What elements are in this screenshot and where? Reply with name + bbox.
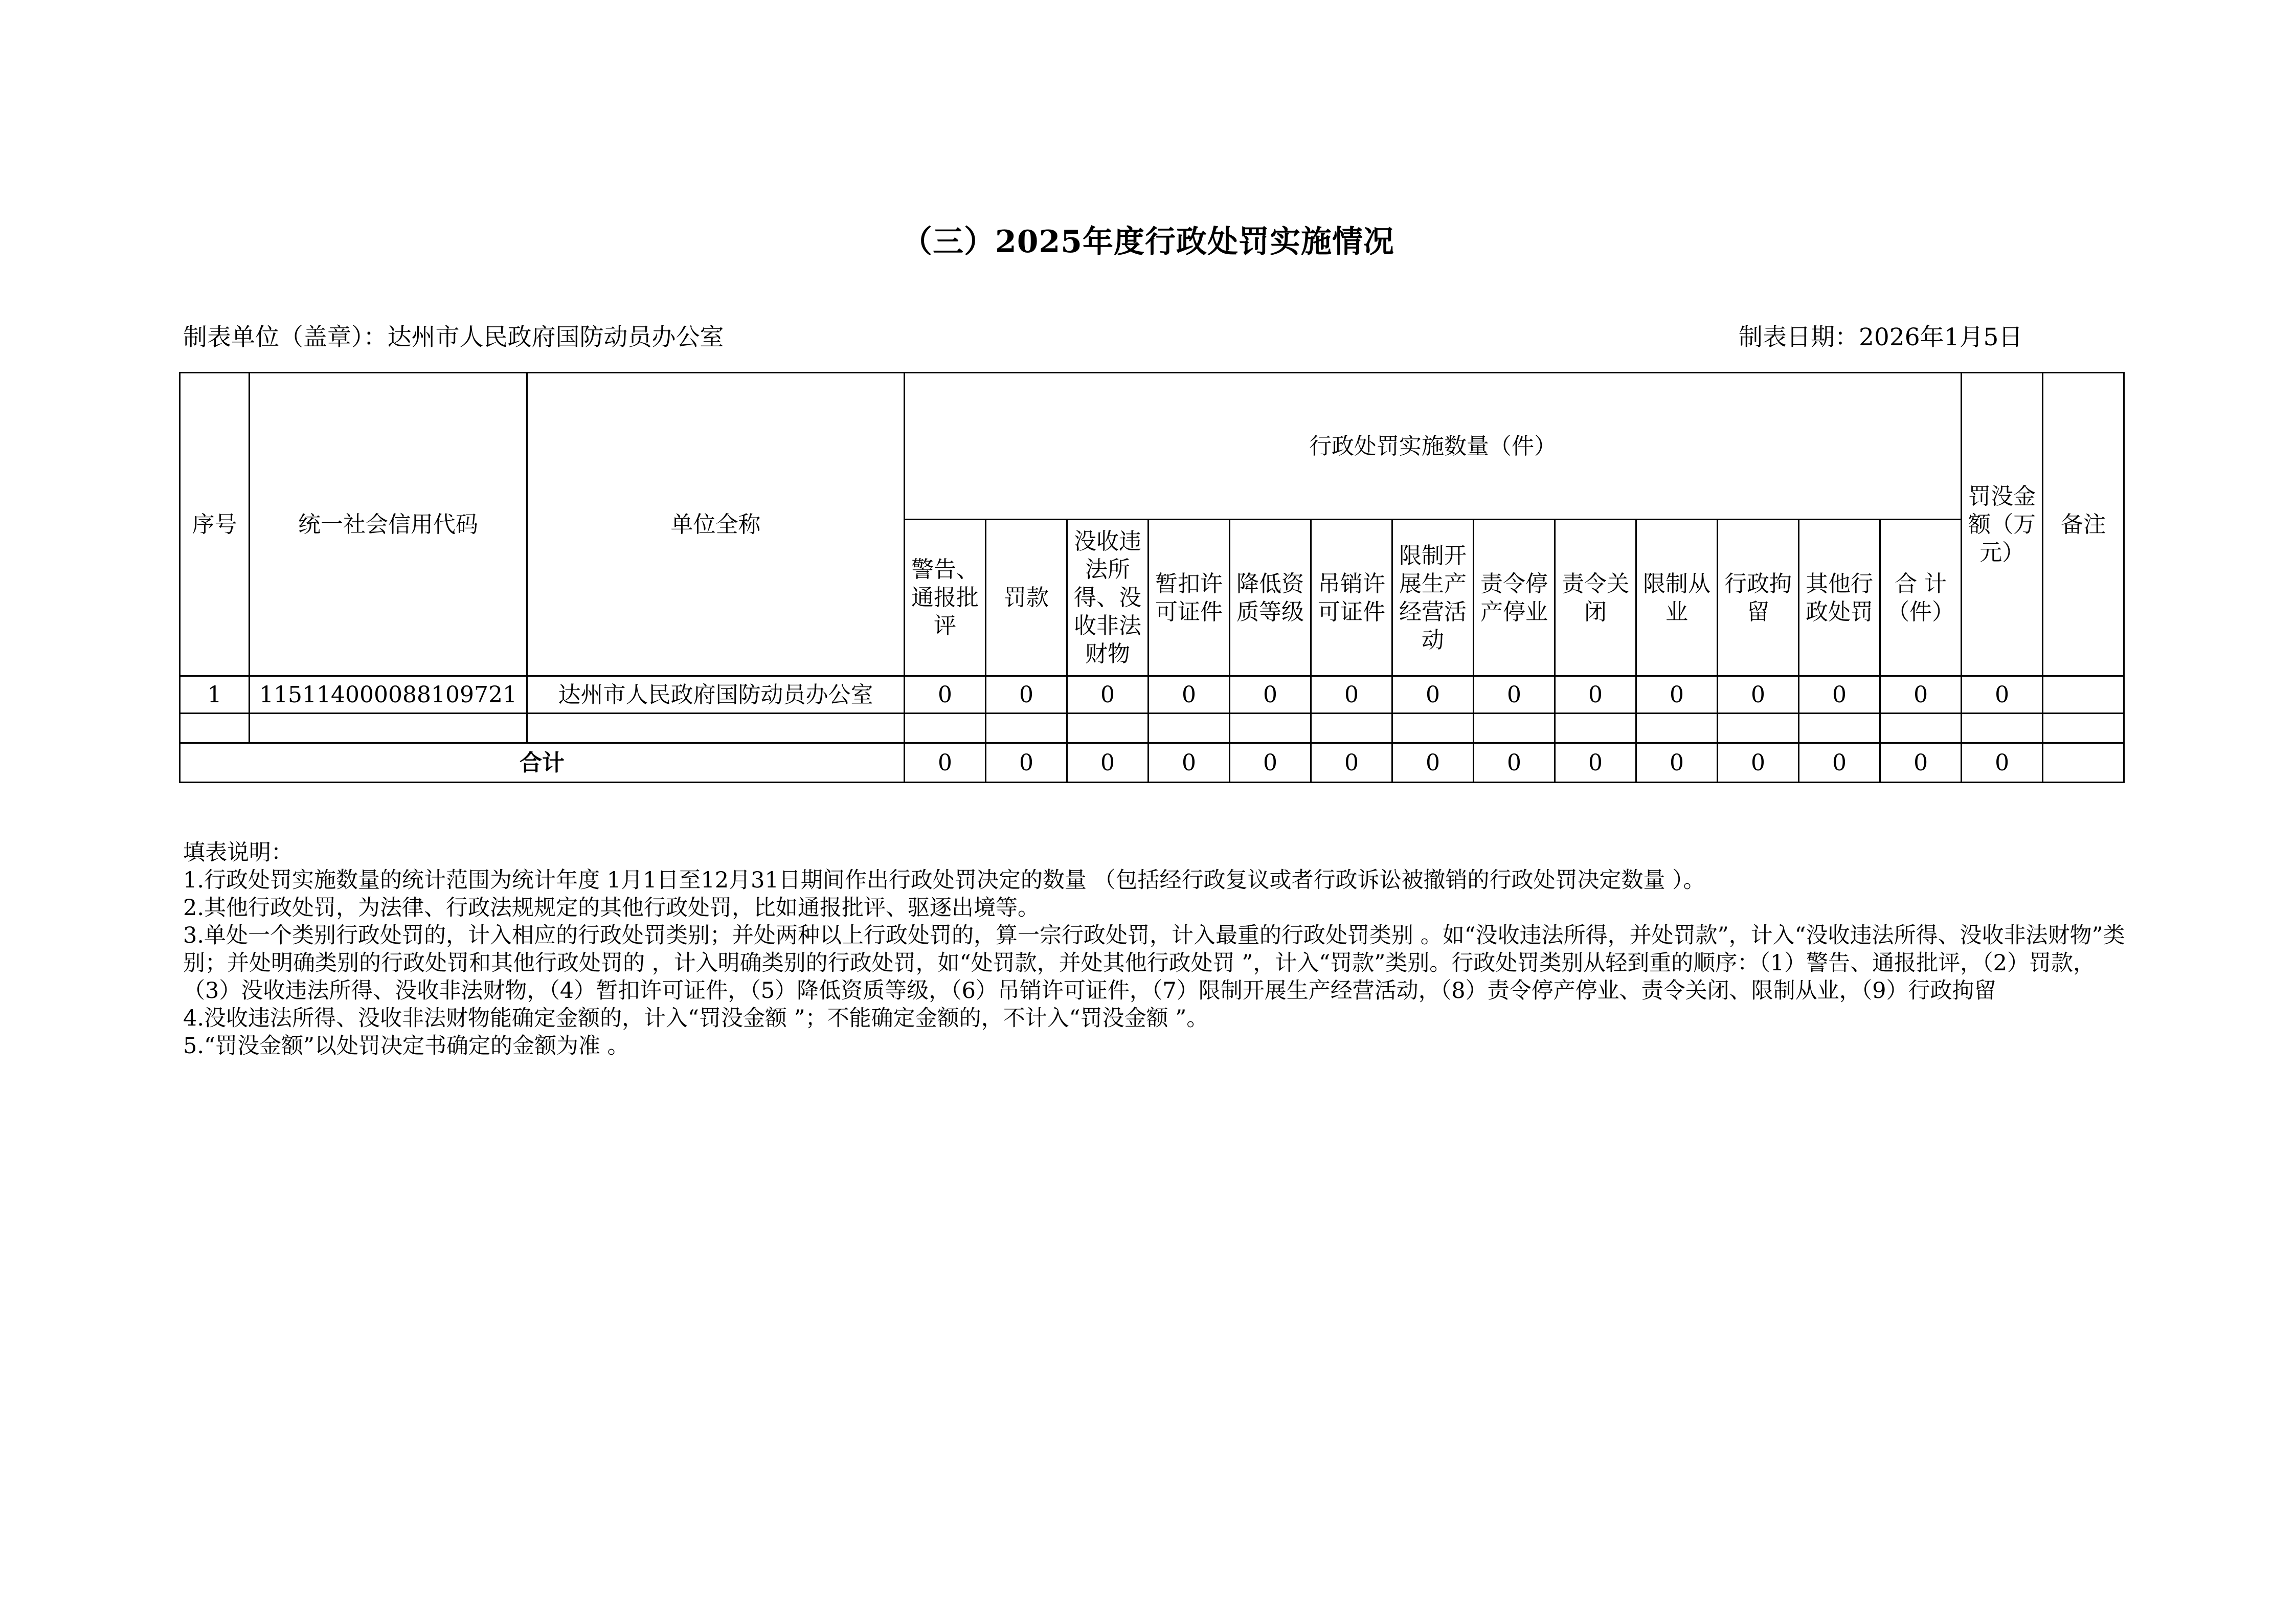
empty-cell (2043, 714, 2124, 743)
fill-instructions (183, 839, 2126, 1060)
total-row (180, 743, 2124, 783)
header-confiscation: 没收违法所得、没收非法财物 (1067, 520, 1149, 676)
header-qualification-downgrade: 降低资质等级 (1230, 520, 1311, 676)
empty-cell (905, 714, 986, 743)
total-confiscation: 0 (1067, 743, 1149, 783)
empty-cell (1311, 714, 1392, 743)
cell-production-halt: 0 (1474, 676, 1555, 714)
header-count-total: 合 计（件） (1880, 520, 1962, 676)
empty-cell (1149, 714, 1230, 743)
cell-license-revocation: 0 (1311, 676, 1392, 714)
header-row-1 (180, 373, 2124, 520)
total-amount: 0 (1962, 743, 2043, 783)
cell-confiscation: 0 (1067, 676, 1149, 714)
cell-seq: 1 (180, 676, 250, 714)
header-other-penalty: 其他行政处罚 (1799, 520, 1880, 676)
header-warning: 警告、通报批评 (905, 520, 986, 676)
empty-cell (250, 714, 527, 743)
header-license-revocation: 吊销许可证件 (1311, 520, 1392, 676)
header-production-halt: 责令停产停业 (1474, 520, 1555, 676)
header-license-suspension: 暂扣许可证件 (1149, 520, 1230, 676)
cell-warning: 0 (905, 676, 986, 714)
penalty-table (179, 372, 2125, 783)
total-detention: 0 (1718, 743, 1799, 783)
empty-cell (1880, 714, 1962, 743)
cell-license-suspension: 0 (1149, 676, 1230, 714)
cell-business-restriction: 0 (1392, 676, 1474, 714)
empty-cell (180, 714, 250, 743)
empty-cell (1230, 714, 1311, 743)
header-penalty-count-group: 行政处罚实施数量（件） (905, 373, 1962, 520)
empty-cell (1392, 714, 1474, 743)
cell-qualification-downgrade: 0 (1230, 676, 1311, 714)
header-unit-name: 单位全称 (527, 373, 905, 676)
total-fine: 0 (986, 743, 1067, 783)
cell-unit-name: 达州市人民政府国防动员办公室 (527, 676, 905, 714)
empty-row (180, 714, 2124, 743)
total-business-restriction: 0 (1392, 743, 1474, 783)
cell-other-penalty: 0 (1799, 676, 1880, 714)
empty-cell (1718, 714, 1799, 743)
cell-fine: 0 (986, 676, 1067, 714)
total-license-revocation: 0 (1311, 743, 1392, 783)
issue-date: 制表日期：2026年1月5日 (1739, 323, 2023, 351)
total-count-total: 0 (1880, 743, 1962, 783)
note-item: 1.行政处罚实施数量的统计范围为统计年度 1月1日至12月31日期间作出行政处罚决定的数量 （包括经行政复议或者行政诉讼被撤销的行政处罚决定数量 ）。 (183, 867, 1705, 893)
page-title: （三）2025年度行政处罚实施情况 (902, 224, 1394, 260)
header-detention: 行政拘留 (1718, 520, 1799, 676)
header-amount: 罚没金额（万元） (1962, 373, 2043, 676)
total-production-halt: 0 (1474, 743, 1555, 783)
empty-cell (1067, 714, 1149, 743)
header-seq: 序号 (180, 373, 250, 676)
cell-remark (2043, 676, 2124, 714)
notes-heading: 填表说明： (183, 840, 293, 865)
empty-cell (1799, 714, 1880, 743)
total-license-suspension: 0 (1149, 743, 1230, 783)
total-remark (2043, 743, 2124, 783)
empty-cell (1636, 714, 1718, 743)
header-closure-order: 责令关闭 (1555, 520, 1636, 676)
total-warning: 0 (905, 743, 986, 783)
note-item: 3.单处一个类别行政处罚的，计入相应的行政处罚类别；并处两种以上行政处罚的，算一宗行政处罚，计入最重的行政处罚类别 。如“没收违法所得，并处罚款”，计入“没收违法所得、没收非法财物”类别；并处明确类别的行政处罚和其他行政处罚的 ，计入明确类别的行政处罚，如“处罚款，并处其他行政处罚 ”，计入“罚款”类别。行政处罚类别从轻到重的顺序：（1）警告、通报批评，（2）罚款，（3）没收违法所得、没收非法财物，（4）暂扣许可证件，（5）降低资质等级，（6）吊销许可证件，（7）限制开展生产经营活动，（8）责令停产停业、责令关闭、限制从业，（9）行政拘留 (183, 923, 2125, 1004)
total-label: 合计 (180, 743, 905, 783)
header-practice-restriction: 限制从业 (1636, 520, 1718, 676)
header-credit-code: 统一社会信用代码 (250, 373, 527, 676)
empty-cell (986, 714, 1067, 743)
cell-closure-order: 0 (1555, 676, 1636, 714)
cell-amount: 0 (1962, 676, 2043, 714)
total-qualification-downgrade: 0 (1230, 743, 1311, 783)
note-item: 4.没收违法所得、没收非法财物能确定金额的，计入“罚没金额 ”；不能确定金额的，不计入“罚没金额 ”。 (183, 1006, 1209, 1031)
header-fine: 罚款 (986, 520, 1067, 676)
cell-credit-code: 115114000088109721 (250, 676, 527, 714)
total-practice-restriction: 0 (1636, 743, 1718, 783)
total-other-penalty: 0 (1799, 743, 1880, 783)
header-remark: 备注 (2043, 373, 2124, 676)
empty-cell (1474, 714, 1555, 743)
issuing-unit: 制表单位（盖章）：达州市人民政府国防动员办公室 (183, 323, 724, 351)
header-business-restriction: 限制开展生产经营活动 (1392, 520, 1474, 676)
empty-cell (527, 714, 905, 743)
empty-cell (1555, 714, 1636, 743)
table-row (180, 676, 2124, 714)
cell-count-total: 0 (1880, 676, 1962, 714)
note-item: 2.其他行政处罚，为法律、行政法规规定的其他行政处罚，比如通报批评、驱逐出境等。 (183, 895, 1040, 921)
cell-detention: 0 (1718, 676, 1799, 714)
total-closure-order: 0 (1555, 743, 1636, 783)
note-item: 5.“罚没金额”以处罚决定书确定的金额为准 。 (183, 1033, 629, 1059)
empty-cell (1962, 714, 2043, 743)
cell-practice-restriction: 0 (1636, 676, 1718, 714)
